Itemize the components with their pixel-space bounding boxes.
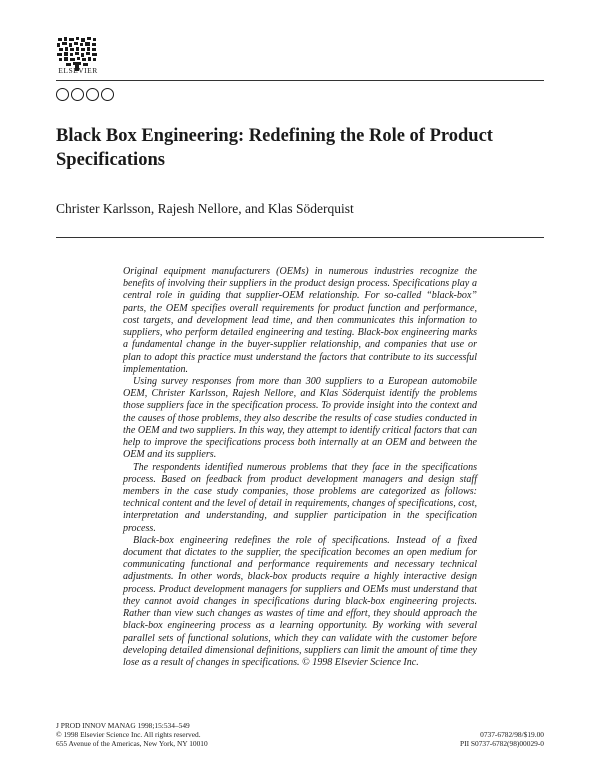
abstract-paragraph: Black-box engineering redefines the role of specifications. Instead of a fixed document that dictates to the supplier, the specification becomes an open medium for communicating functional and performance requirements and necessary technical adjustments. In other words, black-box products require a highly interactive design process. Product development managers for suppliers and OEMs must understand that they cannot avoid changes in specifications during black-box engineering projects. Rather than view such changes as wastes of time and effort, they should approach the black-box engineering process as a learning opportunity. By working with several parallel sets of functional solutions, which they can validate with the customer before developing detailed dimensional definitions, suppliers can limit the amount of time they lose as a result of changes in specifications. © 1998 Elsevier Science Inc. bbox=[123, 534, 477, 668]
article-title: Black Box Engineering: Redefining the Role of Product Specifications bbox=[56, 126, 493, 170]
circle-icon bbox=[86, 88, 99, 101]
copyright-line: © 1998 Elsevier Science Inc. All rights reserved. bbox=[56, 730, 201, 739]
abstract-paragraph: Using survey responses from more than 300 suppliers to a European automobile OEM, Christer Karlsson, Rajesh Nellore, and Klas Söderquist identify the problems those suppliers face in the specification process. To provide insight into the context and the causes of those problems, they also describe the results of case studies conducted in the OEM and two suppliers. In this way, they attempt to identify critical factors that can help to improve the specifications process both internally at an OEM and between the OEM and its suppliers. bbox=[123, 375, 477, 461]
journal-citation bbox=[56, 721, 208, 748]
article-identifiers bbox=[460, 730, 544, 748]
top-rule bbox=[56, 80, 544, 81]
abstract bbox=[123, 266, 477, 669]
publisher-wordmark: ELSEVIER bbox=[58, 66, 98, 75]
circle-icon bbox=[71, 88, 84, 101]
circle-icon bbox=[101, 88, 114, 101]
article-authors: Christer Karlsson, Rajesh Nellore, and Klas Söderquist bbox=[56, 201, 354, 216]
circle-decoration bbox=[56, 88, 114, 101]
circle-icon bbox=[56, 88, 69, 101]
publisher-address: 655 Avenue of the Americas, New York, NY 10010 bbox=[56, 739, 208, 748]
abstract-paragraph: Original equipment manufacturers (OEMs) in numerous industries recognize the benefits of involving their suppliers in the product design process. Specifications play a central role in guiding that supplier-OEM relationship. For so-called “black-box” parts, the OEM specifies overall requirements for product function and performance, cost targets, and development lead time, and then communicates this information to suppliers, who perform detailed engineering and testing. Black-box engineering marks a fundamental change in the buyer-supplier relationship, and companies that use or plan to adopt this practice must understand the factors that contribute to its successful implementation. bbox=[123, 266, 477, 375]
header-rule bbox=[56, 237, 544, 238]
issn-price: 0737-6782/98/$19.00 bbox=[480, 730, 544, 739]
pii-code: PII S0737-6782(98)00029-0 bbox=[460, 739, 544, 748]
abstract-paragraph: The respondents identified numerous problems that they face in the specifications process. Based on feedback from product development managers and design staff members in the case study companies, those problems are categorized as follows: technical content and the level of detail in requirements, changes of specifications, cost, interpretation and understanding, and supplier participation in the specification process. bbox=[123, 461, 477, 534]
citation-line: J PROD INNOV MANAG 1998;15:534–549 bbox=[56, 721, 190, 730]
